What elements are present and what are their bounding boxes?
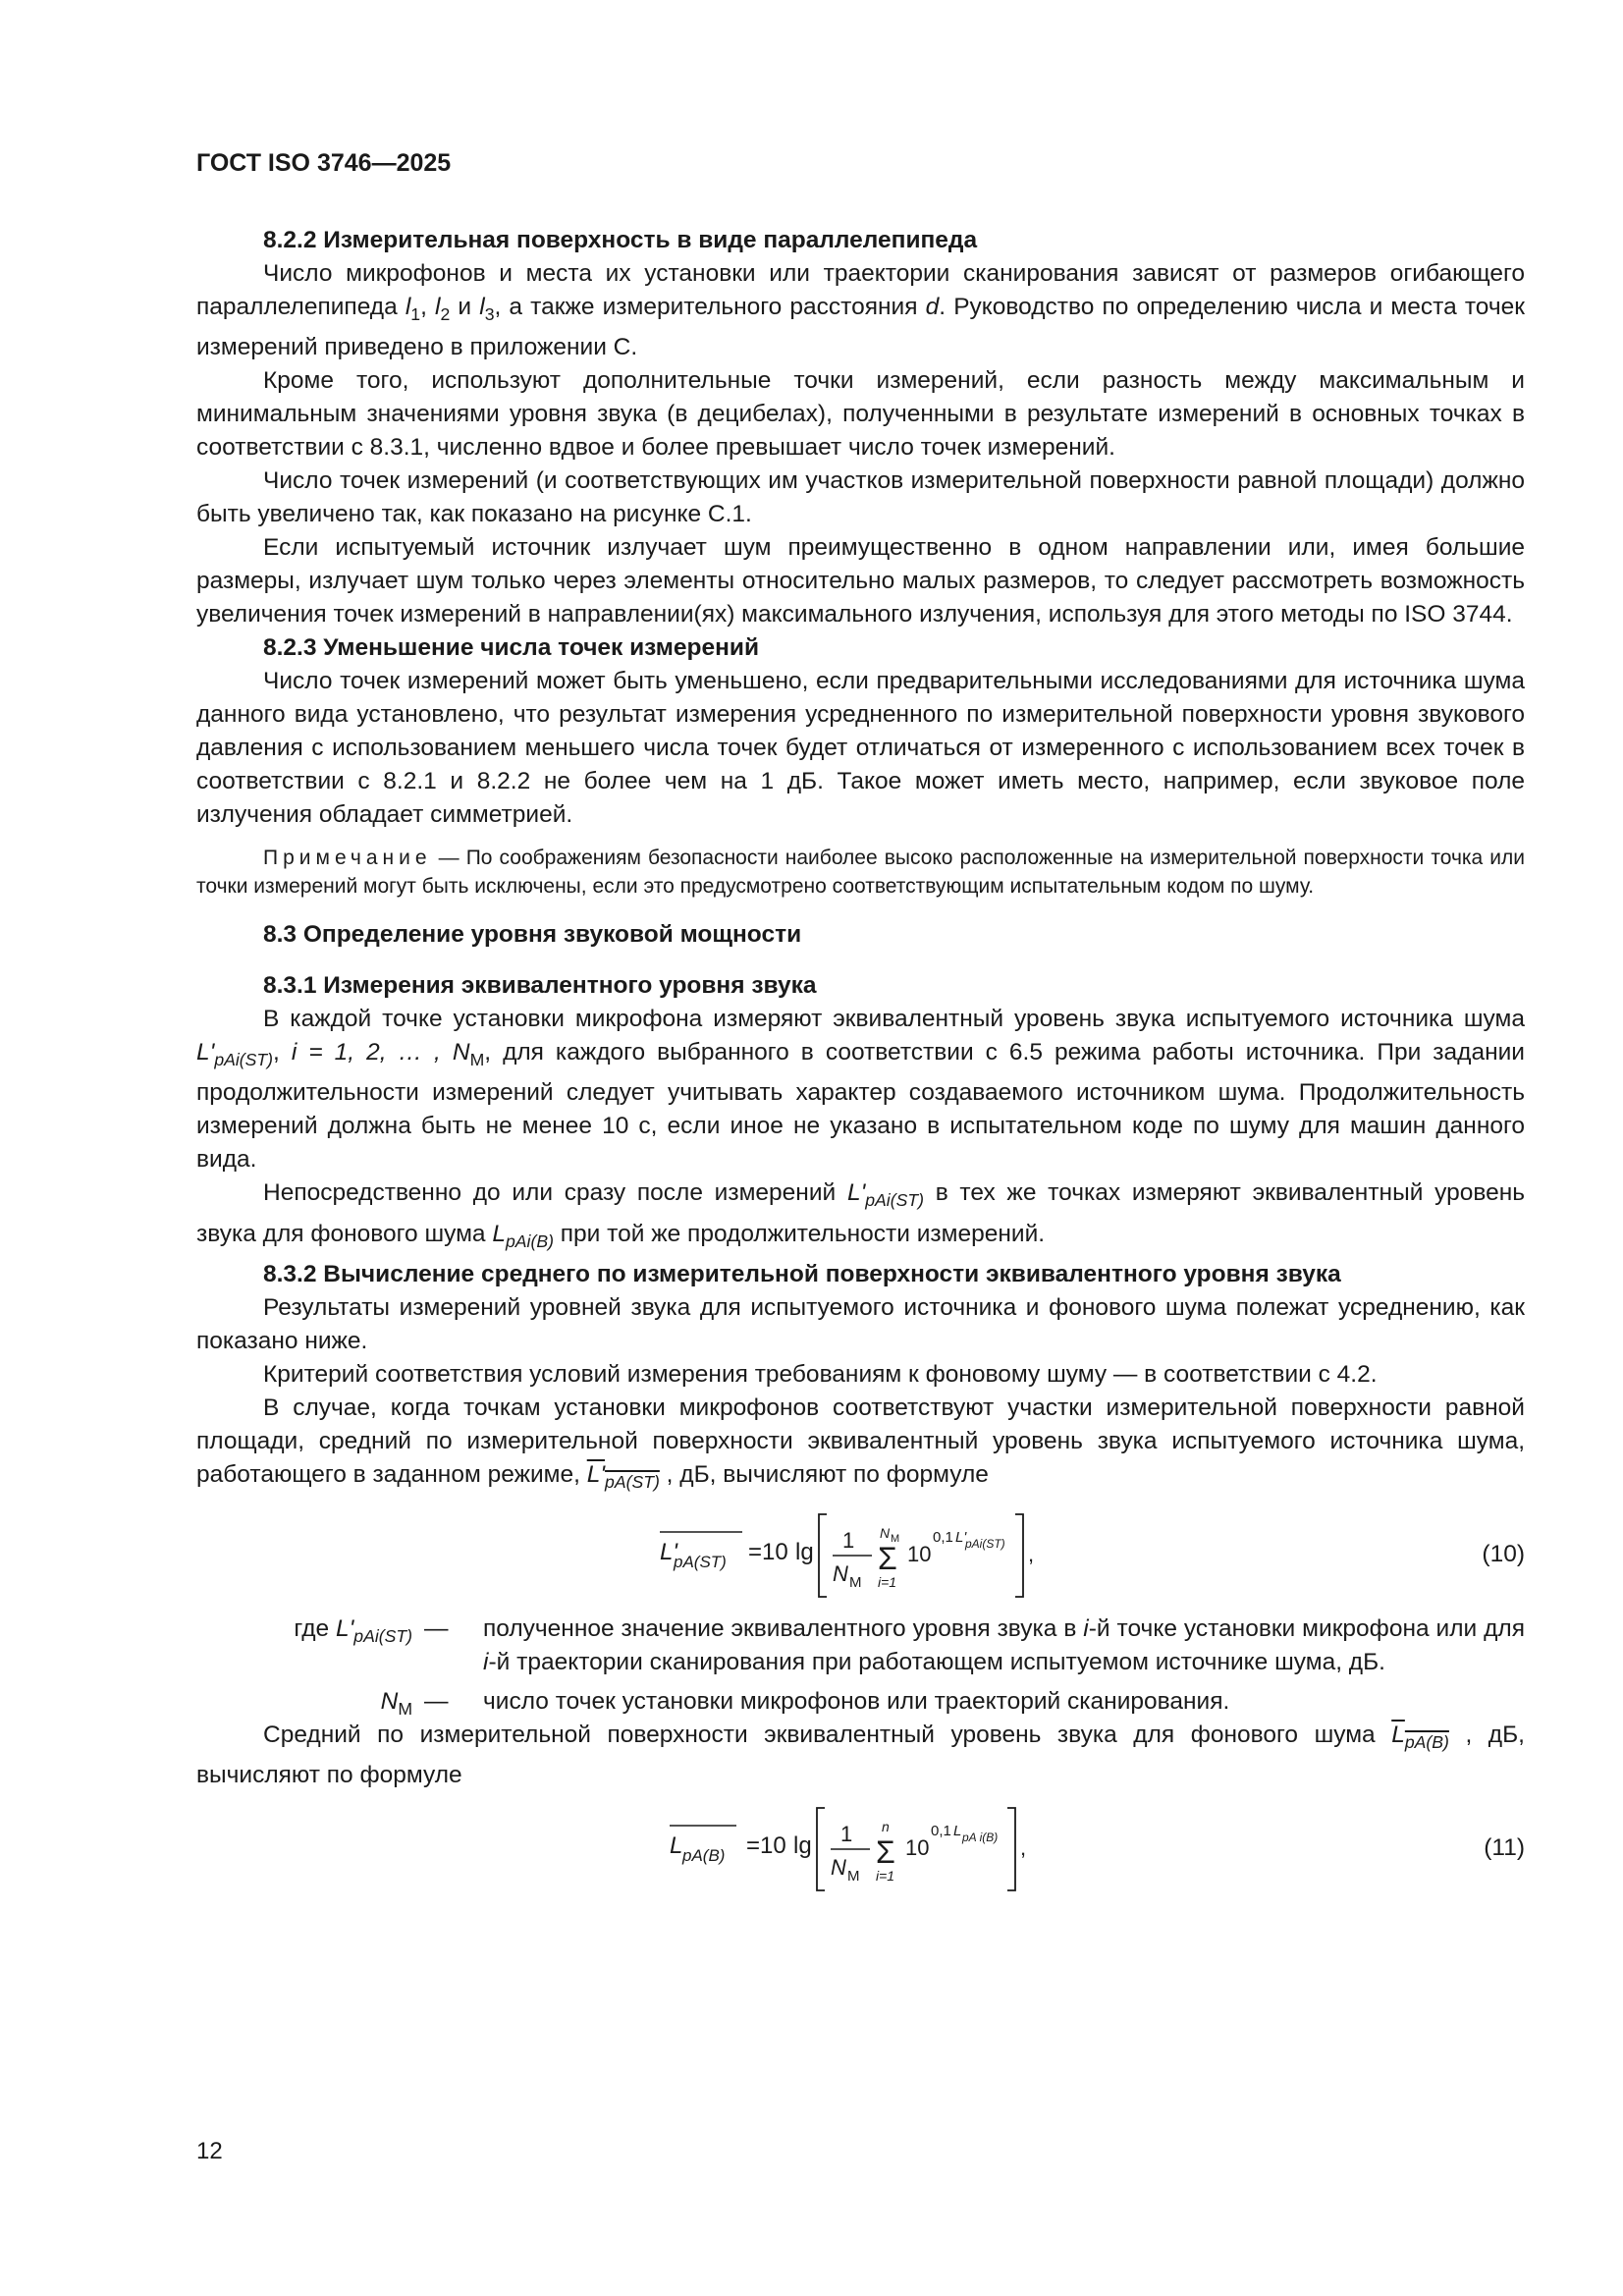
formula-10-expression	[658, 1508, 1070, 1603]
svg-text:,: ,	[1028, 1541, 1035, 1566]
svg-text:=10: =10	[746, 1832, 786, 1860]
svg-text:Σ: Σ	[878, 1540, 897, 1576]
svg-text:pA(ST): pA(ST)	[674, 1552, 727, 1571]
paragraph: В случае, когда точкам установки микрофонов соответствуют участки измерительной поверхности равной площади, средний по измерительной поверхности эквивалентный уровень звука испытуемого источника шума, работающего в заданном режиме, $L'_{pA(ST)}$ , дБ, вычисляют по формуле	[196, 1394, 1525, 1492]
where-block: $N_M$ — число точек установки микрофонов или траекторий сканирования.	[196, 1685, 1525, 1719]
svg-text:M: M	[891, 1532, 900, 1545]
svg-text:n: n	[882, 1819, 890, 1835]
paragraph: В каждой точке установки микрофона измеряют эквивалентный уровень звука испытуемого источника шума $L'_{pAi(ST)}$, i = 1, 2, … , $N_M$, для каждого выбранного в соответствии с 6.5 режима работы источника. При задании продолжительности измерений следует учитывать характер создаваемого источником шума. Продолжительность измерений должна быть не менее 10 с, если иное не указано в испытательном коде по шуму для машин данного вида.	[196, 1006, 1525, 1174]
note: Примечание — По соображениям безопасности наиболее высоко расположенные на измерительной поверхности точка или точки измерений могут быть исключены, если это предусмотрено соответствующим испытательным кодом по шуму.	[196, 847, 1525, 899]
svg-text:L: L	[953, 1823, 962, 1840]
paragraph: Средний по измерительной поверхности эквивалентный уровень звука для фонового шума $L_{pA(B)}$ , дБ, вычисляют по формуле	[196, 1721, 1525, 1789]
svg-text:pA i(B): pA i(B)	[962, 1831, 999, 1845]
svg-text:lg: lg	[793, 1832, 812, 1860]
svg-text:M: M	[849, 1573, 862, 1591]
svg-text:pAi(ST): pAi(ST)	[965, 1536, 1005, 1551]
svg-text:L: L	[670, 1832, 683, 1860]
formula-11	[196, 1802, 1525, 1896]
section-8-2-3-heading: 8.2.3 Уменьшение числа точек измерений	[263, 634, 760, 662]
svg-text:N: N	[831, 1855, 846, 1881]
svg-text:N: N	[833, 1560, 848, 1586]
paragraph: Результаты измерений уровней звука для испытуемого источника и фонового шума полежат усреднению, как показано ниже.	[196, 1293, 1525, 1354]
formula-11-number: (11)	[1484, 1834, 1525, 1862]
section-8-2-2-heading: 8.2.2 Измерительная поверхность в виде параллелепипеда	[263, 227, 978, 253]
svg-text:M: M	[847, 1868, 860, 1886]
formula-10-number: (10)	[1482, 1540, 1525, 1567]
svg-text:=10: =10	[748, 1538, 788, 1565]
paragraph: Число точек измерений (и соответствующих им участков измерительной поверхности равной площади) должно быть увеличено так, как показано на рисунке С.1.	[196, 467, 1525, 528]
section-8-3-heading: 8.3 Определение уровня звуковой мощности	[263, 921, 802, 949]
document-body	[196, 224, 1525, 1906]
where-description: полученное значение эквивалентного уровня звука в i-й точке установки микрофона или для i-й траектории сканирования при работающем испытуемом источнике шума, дБ.	[483, 1614, 1525, 1675]
where-term: $N_M$	[380, 1687, 412, 1720]
paragraph: Число микрофонов и места их установки или траектории сканирования зависят от размеров огибающего параллелепипеда $l_1$, $l_2$ и $l_3$, а также измерительного расстояния d. Руководство по определению числа и места точек измерений приведено в приложении С.	[196, 260, 1525, 361]
paragraph: Кроме того, используют дополнительные точки измерений, если разность между максимальным и минимальным значениями уровня звука (в децибелах), полученными в результате измерений в основных точках в соответствии с 8.3.1, численно вдвое и более превышает число точек измерений.	[196, 367, 1525, 462]
page-number: 12	[196, 2138, 223, 2164]
paragraph: Критерий соответствия условий измерения требованиям к фоновому шуму — в соответствии с 4.2.	[263, 1360, 1378, 1388]
svg-text:1: 1	[840, 1822, 853, 1847]
paragraph: Если испытуемый источник излучает шум преимущественно в одном направлении или, имея большие размеры, излучает шум только через элементы относительно малых размеров, то следует рассмотреть возможность увеличения точек измерений в направлении(ях) максимального излучения, используя для этого методы по ISO 3744.	[196, 534, 1525, 629]
svg-text:i=1: i=1	[876, 1868, 895, 1885]
svg-text:10: 10	[907, 1541, 932, 1566]
where-term: где $L'_{pAi(ST)}$	[294, 1614, 412, 1647]
svg-text:1: 1	[842, 1527, 855, 1553]
where-description: число точек установки микрофонов или траекторий сканирования.	[483, 1687, 1230, 1715]
note-label: Примечание	[263, 847, 432, 870]
svg-text:,: ,	[1020, 1835, 1027, 1861]
svg-text:lg: lg	[795, 1538, 814, 1565]
formula-11-expression	[668, 1802, 1060, 1896]
svg-text:0,1: 0,1	[931, 1823, 951, 1840]
paragraph: Число точек измерений может быть уменьшено, если предварительными исследованиями для источника шума данного вида установлено, что результат измерения усредненного по измерительной поверхности уровня звукового давления с использованием меньшего числа точек будет отличаться от измеренного с использованием всех точек в соответствии с 8.2.1 и 8.2.2 не более чем на 1 дБ. Такое может иметь место, например, если звуковое поле излучения обладает симметрией.	[196, 668, 1525, 829]
svg-text:N: N	[880, 1524, 891, 1541]
svg-text:pA(B): pA(B)	[682, 1846, 726, 1866]
section-8-3-2-heading: 8.3.2 Вычисление среднего по измерительной поверхности эквивалентного уровня звука	[263, 1260, 1341, 1287]
svg-text:0,1: 0,1	[933, 1528, 953, 1546]
svg-text:L': L'	[660, 1538, 677, 1565]
paragraph: Непосредственно до или сразу после измерений $L'_{pAi(ST)}$ в тех же точках измеряют эквивалентный уровень звука для фонового шума $L_{pAi(B)}$ при той же продолжительности измерений.	[196, 1179, 1525, 1251]
formula-10	[196, 1508, 1525, 1603]
where-block: где $L'_{pAi(ST)}$ — полученное значение эквивалентного уровня звука в i-й точке установки микрофона или для i-й траектории сканирования при работающем испытуемом источнике шума, дБ.	[196, 1613, 1525, 1679]
svg-text:10: 10	[905, 1835, 930, 1861]
svg-text:Σ: Σ	[876, 1834, 895, 1871]
document-header: ГОСТ ISO 3746—2025	[196, 149, 452, 177]
svg-text:i=1: i=1	[878, 1573, 897, 1590]
section-8-3-1-heading: 8.3.1 Измерения эквивалентного уровня звука	[263, 972, 817, 1000]
svg-text:L': L'	[955, 1528, 967, 1546]
